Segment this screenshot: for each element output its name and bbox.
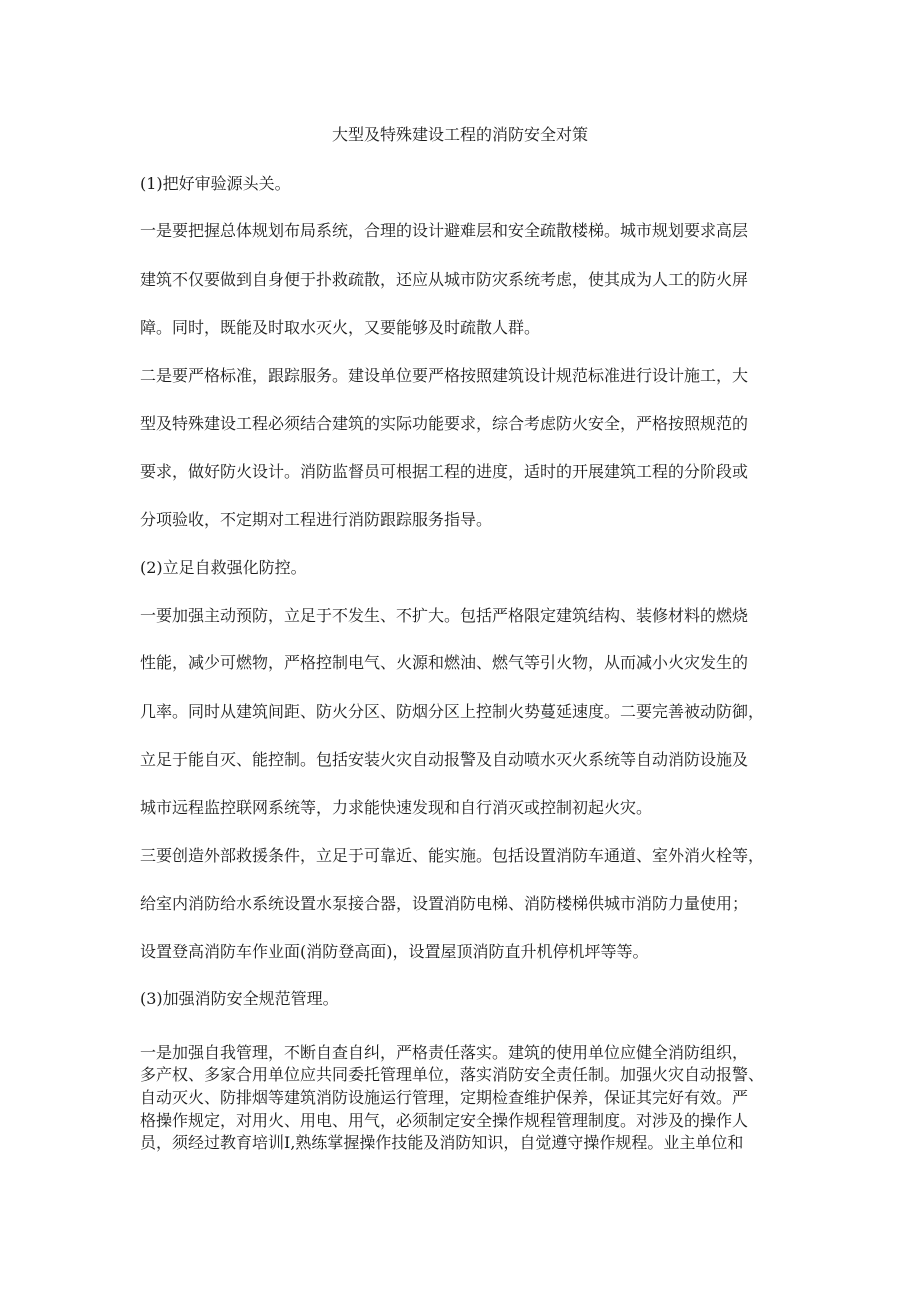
paragraph-line: 型及特殊建设工程必须结合建筑的实际功能要求，综合考虑防火安全，严格按照规范的 xyxy=(140,414,749,433)
paragraph-line: 性能，减少可燃物，严格控制电气、火源和燃油、燃气等引火物，从而减小火灾发生的 xyxy=(140,653,749,672)
paragraph-line: 员，须经过教育培训Ⅰ,熟练掌握操作技能及消防知识，自觉遵守操作规程。业主单位和 xyxy=(140,1133,744,1152)
paragraph-line: 设置登高消防车作业面(消防登高面)，设置屋顶消防直升机停机坪等等。 xyxy=(140,942,649,961)
paragraph-line: 格操作规定，对用火、用电、用气，必须制定安全操作规程管理制度。对涉及的操作人 xyxy=(140,1111,749,1130)
paragraph-line: 一要加强主动预防，立足于不发生、不扩大。包括严格限定建筑结构、装修材料的燃烧 xyxy=(140,606,749,625)
paragraph-line: 给室内消防给水系统设置水泵接合器，设置消防电梯、消防楼梯供城市消防力量使用； xyxy=(140,894,749,913)
paragraph-line: 一是要把握总体规划布局系统，合理的设计避难层和安全疏散楼梯。城市规划要求高层 xyxy=(140,221,749,240)
document-title: 大型及特殊建设工程的消防安全对策 xyxy=(331,125,588,144)
paragraph-line: 多产权、多家合用单位应共同委托管理单位，落实消防安全责任制。加强火灾自动报警、 xyxy=(140,1065,765,1084)
section-heading-3: (3)加强消防安全规范管理。 xyxy=(140,989,339,1008)
section-heading-2: (2)立足自救强化防控。 xyxy=(140,558,307,577)
paragraph-line: 三要创造外部救援条件，立足于可靠近、能实施。包括设置消防车通道、室外消火栓等， xyxy=(140,846,765,865)
paragraph-line: 障。同时，既能及时取水灭火，又要能够及时疏散人群。 xyxy=(140,318,541,337)
paragraph-line: 几率。同时从建筑间距、防火分区、防烟分区上控制火势蔓延速度。二要完善被动防御， xyxy=(140,702,765,721)
paragraph-line: 分项验收，不定期对工程进行消防跟踪服务指导。 xyxy=(140,510,493,529)
paragraph-line: 自动灭火、防排烟等建筑消防设施运行管理，定期检查维护保养，保证其完好有效。严 xyxy=(140,1088,749,1107)
paragraph-line: 城市远程监控联网系统等，力求能快速发现和自行消灭或控制初起火灾。 xyxy=(140,798,653,817)
paragraph-line: 立足于能自灭、能控制。包括安装火灾自动报警及自动喷水灭火系统等自动消防设施及 xyxy=(140,750,749,769)
section-heading-1: (1)把好审验源头关。 xyxy=(140,174,291,193)
paragraph-line: 二是要严格标准，跟踪服务。建设单位要严格按照建筑设计规范标准进行设计施工，大 xyxy=(140,366,749,385)
paragraph-line: 一是加强自我管理，不断自查自纠，严格责任落实。建筑的使用单位应健全消防组织， xyxy=(140,1043,749,1062)
paragraph-line: 建筑不仅要做到自身便于扑救疏散，还应从城市防灾系统考虑，使其成为人工的防火屏 xyxy=(140,270,749,289)
paragraph-line: 要求，做好防火设计。消防监督员可根据工程的进度，适时的开展建筑工程的分阶段或 xyxy=(140,462,749,481)
